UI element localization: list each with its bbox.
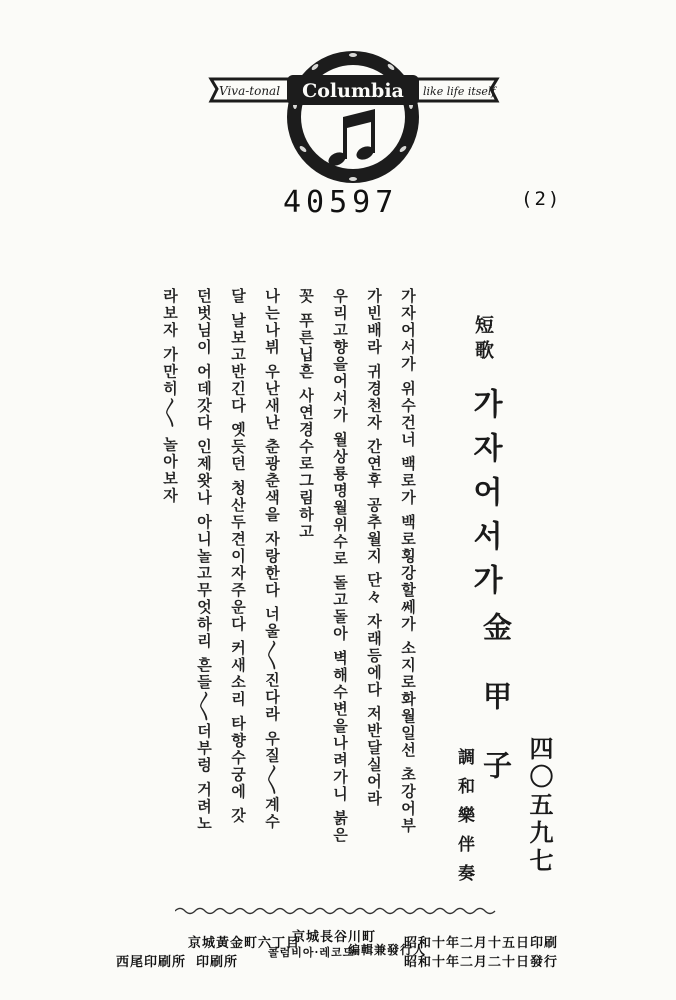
record-number: 40597 xyxy=(283,185,399,220)
publisher-label: 編輯兼發行人 xyxy=(348,943,427,957)
printer-label: 印刷所 xyxy=(196,955,239,970)
footer-divider xyxy=(175,906,500,916)
accompaniment-label: 調和樂伴奏 xyxy=(454,748,474,893)
song-title: 가자어서가 xyxy=(467,388,502,608)
catalog-number: 四〇五九七 xyxy=(525,736,554,876)
logo-brand-text: Columbia xyxy=(302,80,404,102)
singer-name: 金甲子 xyxy=(479,612,513,819)
logo-left-text: Viva-tonal xyxy=(219,84,281,98)
printer-name: 西尾印刷所 xyxy=(116,955,187,970)
lyric-line: 우리고향을어서가 월상룡명월위수로 돌고돌아 벽해수변을나려가니 붉은 xyxy=(331,288,349,844)
printer-address: 京城黃金町六丁目 xyxy=(188,936,301,951)
columbia-logo xyxy=(205,45,505,185)
lyric-line: 던벗님이 어데갓다 인제왓나 아니놀고무엇하리 흔들〳〵더부렁 거려노 xyxy=(195,288,213,833)
print-date: 昭和十年二月十五日印刷 xyxy=(404,936,559,951)
publisher-address: 京城長谷川町 xyxy=(292,930,377,945)
lyric-line: 달 날보고반긴다 옛듯던 청산두견이자주운다 커새소리 타향수궁에 갓 xyxy=(229,288,247,825)
lyric-line: 라보자 가만히〳〵 놀아보자 xyxy=(161,288,179,505)
lyric-line: 나는나뷔 우난새난 춘광춘색을 자랑한다 너울〳〵진다라 우질〳〵계수 xyxy=(263,288,281,831)
lyric-line: 가자어서가 위수건너 백로가 백로횡강할쎄가 소지로화월일선 초강어부 xyxy=(399,288,417,835)
side-number: (2) xyxy=(521,188,562,210)
genre-label: 短歌 xyxy=(472,315,494,365)
logo-right-text: like life itself xyxy=(423,85,496,98)
publisher-name: 콜럼비아·레코드 xyxy=(268,946,355,959)
publish-date: 昭和十年二月二十日發行 xyxy=(404,955,559,970)
lyric-line: 꼿 푸른닙흔 사연경수로그림하고 xyxy=(297,288,315,541)
lyric-line: 가빈배라 귀경천자 간연후 공추월지 단々 자래등에다 저반달실어라 xyxy=(365,288,383,808)
